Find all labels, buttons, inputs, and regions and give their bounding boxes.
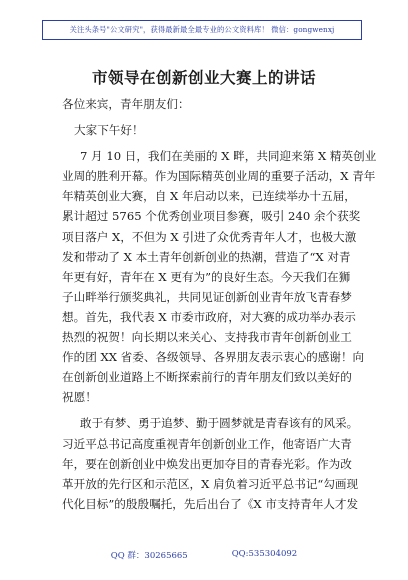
salutation: 各位来宾，青年朋友们： [62,97,190,111]
promo-banner-text: 关注头条号"公文研究"，获得最新最全最专业的公文资料库！ 微信：gongwenxj [69,25,335,34]
document-body [62,94,377,514]
paragraph-line: 业周的胜利开幕。作为国际精英创业周的重要子活动，X 青年 [62,169,376,184]
paragraph-line: 想。首先，我代表 X 市委市政府，对大赛的成功举办表示 [62,309,356,324]
paragraph-line: 7 月 10 日，我们在美丽的 X 畔，共同迎来第 X 精英创业 [80,149,377,164]
paragraph-line: 革开放的先行区和示范区，X 肩负着习近平总书记“勾画现 [62,476,359,491]
paragraph-line: 祝愿！ [62,390,97,405]
paragraph-line: 累计超过 5765 个优秀创业项目参赛，吸引 240 余个获奖 [62,209,361,224]
paragraph-line: 年，要在创新创业中焕发出更加夺目的青春光彩。作为改 [62,456,352,471]
paragraph-line: 习近平总书记高度重视青年创新创业工作，他寄语广大青 [62,436,352,451]
greeting: 大家下午好！ [74,123,144,138]
document-title: 市领导在创新创业大赛上的讲话 [91,68,316,87]
paragraph-line: 作的团 XX 省委、各级领导、各界朋友表示衷心的感谢！向 [62,350,365,365]
paragraph-line: 敢于有梦、勇于追梦、勤于圆梦就是青春该有的风采。 [80,416,359,431]
paragraph-line: 子山畔举行颁奖典礼，共同见证创新创业青年放飞青春梦 [62,289,352,304]
contact-footer [0,549,408,561]
paragraph-line: 在创新创业道路上不断探索前行的青年朋友们致以美好的 [62,370,352,385]
paragraph-line: 代化目标”的殷殷嘱托，先后出台了《X 市支持青年人才发 [62,496,359,511]
promo-banner [42,20,362,40]
paragraph-line: 年更有好，青年在 X 更有为”的良好生态。今天我们在狮 [62,269,351,284]
paragraph-line: 发和带动了 X 本土青年创新创业的热潮，营造了“X 对青 [62,249,351,264]
paragraph-2 [62,413,359,513]
paragraph-line: 热烈的祝贺！向长期以来关心、支持我市青年创新创业工 [62,330,352,345]
paragraph-line: 项目落户 X，不但为 X 引进了众优秀青年人才，也极大激 [62,229,357,244]
paragraph-1 [62,146,377,407]
paragraph-line: 年精英创业大赛，自 X 年启动以来，已连续举办十五届， [62,189,356,204]
qq-number: QQ:535304092 [231,549,298,559]
qq-group: QQ 群：30265665 [110,551,188,561]
